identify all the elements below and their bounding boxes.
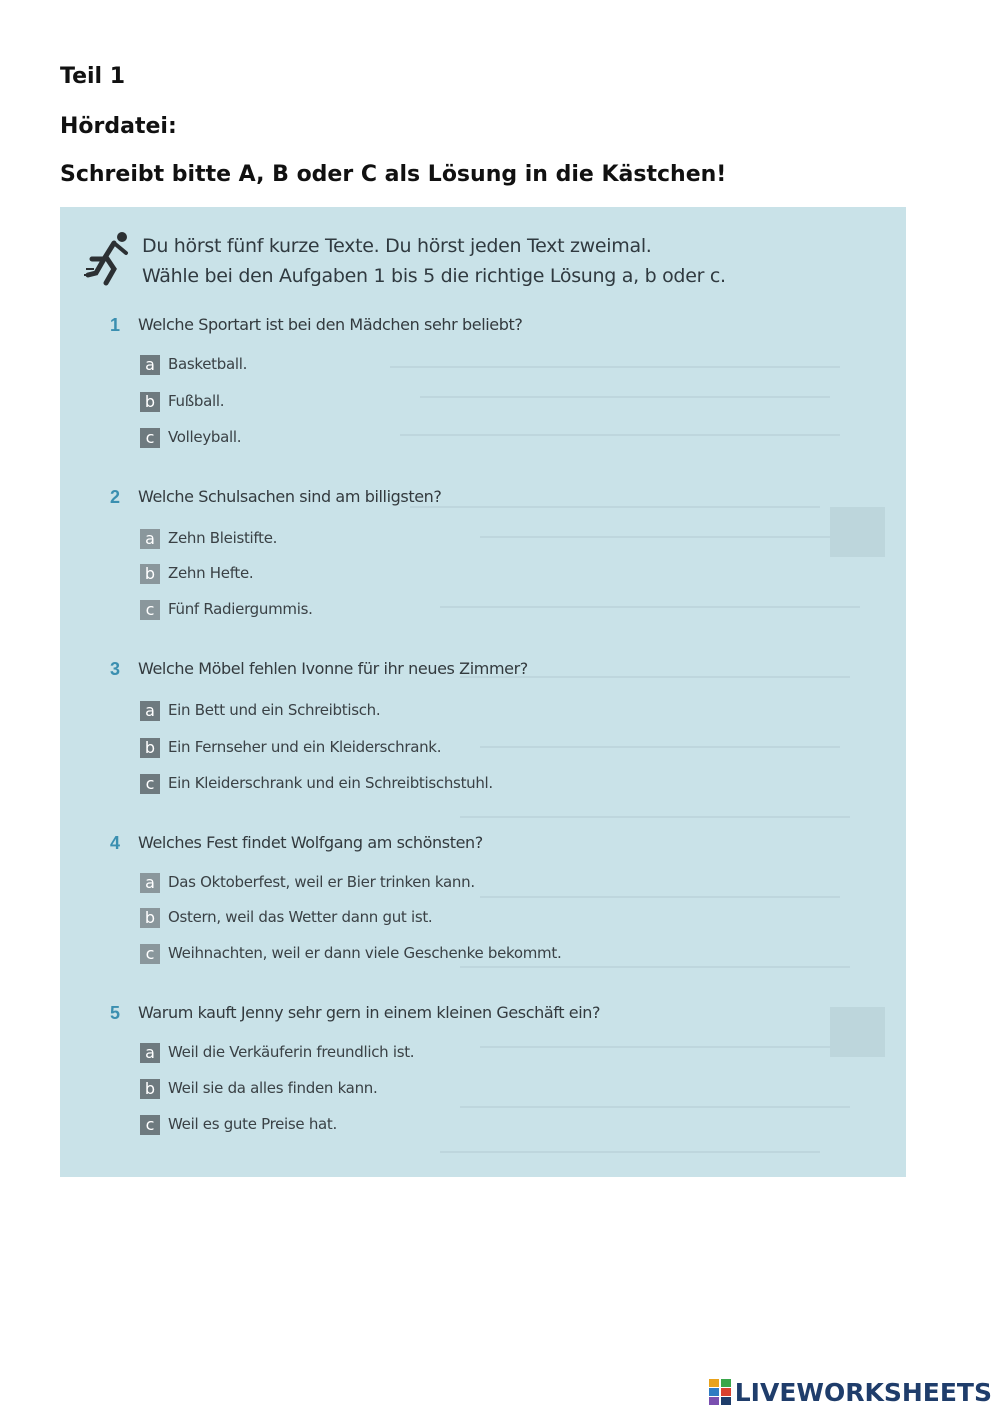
option-letter-badge: a bbox=[140, 1043, 160, 1063]
worksheet-scan bbox=[60, 207, 906, 1177]
option-text: Fußball. bbox=[168, 392, 225, 410]
question-text: Warum kauft Jenny sehr gern in einem kleinen Geschäft ein? bbox=[138, 1003, 601, 1022]
question-number: 2 bbox=[110, 487, 121, 507]
question-text: Welche Schulsachen sind am billigsten? bbox=[138, 487, 442, 506]
option-letter-badge: b bbox=[140, 564, 160, 584]
show-through-lines bbox=[60, 207, 906, 1177]
option-letter-badge: b bbox=[140, 908, 160, 928]
option-text: Volleyball. bbox=[168, 428, 242, 446]
option-text: Ein Kleiderschrank und ein Schreibtischstuhl. bbox=[168, 774, 493, 792]
instruction-line-1: Du hörst fünf kurze Texte. Du hörst jeden Text zweimal. bbox=[142, 235, 652, 257]
option-letter-badge: b bbox=[140, 392, 160, 412]
option-text: Ostern, weil das Wetter dann gut ist. bbox=[168, 908, 433, 926]
part-title: Teil 1 bbox=[60, 64, 126, 89]
option-text: Zehn Hefte. bbox=[168, 564, 254, 582]
option-letter-badge: c bbox=[140, 428, 160, 448]
runner-icon bbox=[84, 229, 132, 289]
audio-file-label: Hördatei: bbox=[60, 114, 177, 139]
option-text: Ein Fernseher und ein Kleiderschrank. bbox=[168, 738, 442, 756]
option-letter-badge: b bbox=[140, 738, 160, 758]
option-text: Zehn Bleistifte. bbox=[168, 529, 278, 547]
question-text: Welche Möbel fehlen Ivonne für ihr neues Zimmer? bbox=[138, 659, 528, 678]
question-text: Welche Sportart ist bei den Mädchen sehr beliebt? bbox=[138, 315, 523, 334]
option-text: Weil sie da alles finden kann. bbox=[168, 1079, 378, 1097]
option-letter-badge: a bbox=[140, 355, 160, 375]
option-text: Das Oktoberfest, weil er Bier trinken kann. bbox=[168, 873, 475, 891]
option-letter-badge: b bbox=[140, 1079, 160, 1099]
instruction-line-2: Wähle bei den Aufgaben 1 bis 5 die richtige Lösung a, b oder c. bbox=[142, 265, 726, 287]
option-text: Weihnachten, weil er dann viele Geschenke bekommt. bbox=[168, 944, 562, 962]
option-letter-badge: c bbox=[140, 774, 160, 794]
question-number: 1 bbox=[110, 315, 121, 335]
option-letter-badge: a bbox=[140, 529, 160, 549]
task-instruction: Schreibt bitte A, B oder C als Lösung in die Kästchen! bbox=[60, 162, 727, 187]
liveworksheets-brand[interactable] bbox=[709, 1376, 992, 1408]
option-letter-badge: c bbox=[140, 1115, 160, 1135]
option-letter-badge: a bbox=[140, 873, 160, 893]
option-text: Basketball. bbox=[168, 355, 248, 373]
option-text: Fünf Radiergummis. bbox=[168, 600, 313, 618]
option-letter-badge: c bbox=[140, 944, 160, 964]
option-text: Weil die Verkäuferin freundlich ist. bbox=[168, 1043, 415, 1061]
question-text: Welches Fest findet Wolfgang am schönsten? bbox=[138, 833, 483, 852]
option-letter-badge: c bbox=[140, 600, 160, 620]
option-text: Ein Bett und ein Schreibtisch. bbox=[168, 701, 381, 719]
question-number: 3 bbox=[110, 659, 121, 679]
option-letter-badge: a bbox=[140, 701, 160, 721]
liveworksheets-logo-icon bbox=[709, 1379, 731, 1405]
question-number: 4 bbox=[110, 833, 121, 853]
brand-name: LIVEWORKSHEETS bbox=[734, 1377, 992, 1407]
option-text: Weil es gute Preise hat. bbox=[168, 1115, 337, 1133]
question-number: 5 bbox=[110, 1003, 121, 1023]
